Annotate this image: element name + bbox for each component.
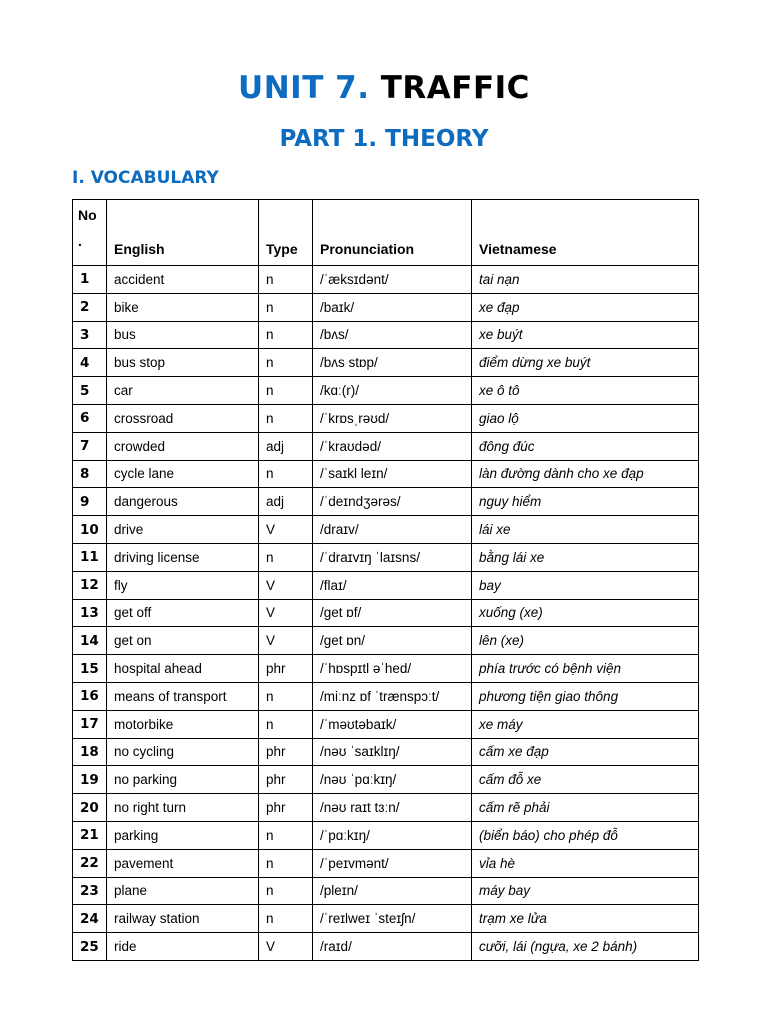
unit-name: TRAFFIC: [380, 70, 530, 106]
table-body: [73, 266, 699, 961]
table-row: [73, 794, 699, 822]
column-header-vietnamese: Vietnamese: [472, 200, 699, 266]
word-type: n: [259, 266, 313, 294]
pronunciation: /pleɪn/: [313, 877, 472, 905]
table-row: [73, 321, 699, 349]
pronunciation: /miːnz ɒf ˈtrænspɔːt/: [313, 682, 472, 710]
word-type: phr: [259, 655, 313, 683]
table-row: [73, 821, 699, 849]
pronunciation: /ˈdeɪndʒərəs/: [313, 488, 472, 516]
table-row: [73, 266, 699, 294]
table-row: [73, 516, 699, 544]
word-type: V: [259, 599, 313, 627]
english-word: means of transport: [107, 682, 259, 710]
row-number: 24: [73, 905, 107, 933]
pronunciation: /get ɒf/: [313, 599, 472, 627]
pronunciation: /ˈkrɒsˌrəʊd/: [313, 404, 472, 432]
pronunciation: /ˈpeɪvmənt/: [313, 849, 472, 877]
row-number: 10: [73, 516, 107, 544]
table-row: [73, 404, 699, 432]
row-number: 21: [73, 821, 107, 849]
word-type: V: [259, 627, 313, 655]
pronunciation: /get ɒn/: [313, 627, 472, 655]
word-type: phr: [259, 766, 313, 794]
table-row: [73, 766, 699, 794]
row-number: 5: [73, 377, 107, 405]
pronunciation: /flaɪ/: [313, 571, 472, 599]
pronunciation: /bʌs/: [313, 321, 472, 349]
vietnamese-meaning: xe ô tô: [472, 377, 699, 405]
english-word: no parking: [107, 766, 259, 794]
vietnamese-meaning: xuống (xe): [472, 599, 699, 627]
row-number: 12: [73, 571, 107, 599]
english-word: bus stop: [107, 349, 259, 377]
row-number: 9: [73, 488, 107, 516]
word-type: n: [259, 321, 313, 349]
english-word: get on: [107, 627, 259, 655]
vietnamese-meaning: bằng lái xe: [472, 543, 699, 571]
vietnamese-meaning: điểm dừng xe buýt: [472, 349, 699, 377]
word-type: n: [259, 821, 313, 849]
english-word: no cycling: [107, 738, 259, 766]
pronunciation: /kɑː(r)/: [313, 377, 472, 405]
word-type: n: [259, 377, 313, 405]
english-word: railway station: [107, 905, 259, 933]
vietnamese-meaning: xe buýt: [472, 321, 699, 349]
table-row: [73, 543, 699, 571]
word-type: n: [259, 710, 313, 738]
row-number: 6: [73, 404, 107, 432]
pronunciation: /baɪk/: [313, 293, 472, 321]
row-number: 22: [73, 849, 107, 877]
pronunciation: /ˈsaɪkl leɪn/: [313, 460, 472, 488]
word-type: n: [259, 849, 313, 877]
english-word: cycle lane: [107, 460, 259, 488]
vietnamese-meaning: xe máy: [472, 710, 699, 738]
table-row: [73, 738, 699, 766]
english-word: driving license: [107, 543, 259, 571]
row-number: 7: [73, 432, 107, 460]
english-word: pavement: [107, 849, 259, 877]
pronunciation: /bʌs stɒp/: [313, 349, 472, 377]
pronunciation: /raɪd/: [313, 933, 472, 961]
pronunciation: /nəʊ raɪt tɜːn/: [313, 794, 472, 822]
pronunciation: /ˈkraʊdəd/: [313, 432, 472, 460]
english-word: plane: [107, 877, 259, 905]
row-number: 17: [73, 710, 107, 738]
column-header-no: No .: [73, 200, 107, 266]
pronunciation: /nəʊ ˈpɑːkɪŋ/: [313, 766, 472, 794]
column-header-type: Type: [259, 200, 313, 266]
vietnamese-meaning: phía trước có bệnh viện: [472, 655, 699, 683]
row-number: 23: [73, 877, 107, 905]
vietnamese-meaning: vỉa hè: [472, 849, 699, 877]
word-type: n: [259, 349, 313, 377]
vietnamese-meaning: cấm xe đạp: [472, 738, 699, 766]
pronunciation: /ˈreɪlweɪ ˈsteɪʃn/: [313, 905, 472, 933]
vocabulary-table: [72, 199, 699, 961]
pronunciation: /ˈpɑːkɪŋ/: [313, 821, 472, 849]
row-number: 16: [73, 682, 107, 710]
row-number: 1: [73, 266, 107, 294]
pronunciation: /ˈməʊtəbaɪk/: [313, 710, 472, 738]
table-row: [73, 905, 699, 933]
word-type: n: [259, 877, 313, 905]
word-type: adj: [259, 488, 313, 516]
vietnamese-meaning: nguy hiểm: [472, 488, 699, 516]
english-word: crossroad: [107, 404, 259, 432]
pronunciation: /ˈhɒspɪtl əˈhed/: [313, 655, 472, 683]
vietnamese-meaning: (biển báo) cho phép đỗ: [472, 821, 699, 849]
table-row: [73, 627, 699, 655]
row-number: 3: [73, 321, 107, 349]
word-type: phr: [259, 738, 313, 766]
vietnamese-meaning: cấm rẽ phải: [472, 794, 699, 822]
english-word: dangerous: [107, 488, 259, 516]
unit-title: [0, 70, 768, 106]
table-row: [73, 682, 699, 710]
section-title: I. VOCABULARY: [72, 168, 219, 188]
english-word: hospital ahead: [107, 655, 259, 683]
row-number: 4: [73, 349, 107, 377]
english-word: ride: [107, 933, 259, 961]
table-row: [73, 349, 699, 377]
column-header-english: English: [107, 200, 259, 266]
vietnamese-meaning: lái xe: [472, 516, 699, 544]
table-row: [73, 877, 699, 905]
pronunciation: /ˈæksɪdənt/: [313, 266, 472, 294]
vietnamese-meaning: tai nạn: [472, 266, 699, 294]
table-row: [73, 849, 699, 877]
row-number: 14: [73, 627, 107, 655]
table-row: [73, 599, 699, 627]
unit-label: UNIT 7.: [238, 70, 370, 106]
vietnamese-meaning: máy bay: [472, 877, 699, 905]
word-type: phr: [259, 794, 313, 822]
row-number: 18: [73, 738, 107, 766]
english-word: motorbike: [107, 710, 259, 738]
word-type: n: [259, 293, 313, 321]
pronunciation: /draɪv/: [313, 516, 472, 544]
table-header-row: [73, 200, 699, 266]
vietnamese-meaning: cưỡi, lái (ngựa, xe 2 bánh): [472, 933, 699, 961]
row-number: 25: [73, 933, 107, 961]
table-row: [73, 933, 699, 961]
table-row: [73, 293, 699, 321]
row-number: 19: [73, 766, 107, 794]
vietnamese-meaning: giao lộ: [472, 404, 699, 432]
vietnamese-meaning: lên (xe): [472, 627, 699, 655]
word-type: V: [259, 933, 313, 961]
table-row: [73, 655, 699, 683]
vietnamese-meaning: trạm xe lửa: [472, 905, 699, 933]
word-type: n: [259, 905, 313, 933]
english-word: fly: [107, 571, 259, 599]
table-row: [73, 377, 699, 405]
english-word: get off: [107, 599, 259, 627]
row-number: 15: [73, 655, 107, 683]
word-type: adj: [259, 432, 313, 460]
row-number: 11: [73, 543, 107, 571]
word-type: V: [259, 571, 313, 599]
row-number: 8: [73, 460, 107, 488]
table-row: [73, 460, 699, 488]
column-header-pronunciation: Pronunciation: [313, 200, 472, 266]
table-row: [73, 488, 699, 516]
english-word: bus: [107, 321, 259, 349]
english-word: car: [107, 377, 259, 405]
vietnamese-meaning: đông đúc: [472, 432, 699, 460]
pronunciation: /ˈdraɪvɪŋ ˈlaɪsns/: [313, 543, 472, 571]
word-type: n: [259, 404, 313, 432]
row-number: 13: [73, 599, 107, 627]
vietnamese-meaning: cấm đỗ xe: [472, 766, 699, 794]
row-number: 2: [73, 293, 107, 321]
row-number: 20: [73, 794, 107, 822]
word-type: n: [259, 460, 313, 488]
table-row: [73, 432, 699, 460]
english-word: bike: [107, 293, 259, 321]
english-word: parking: [107, 821, 259, 849]
english-word: crowded: [107, 432, 259, 460]
table-row: [73, 571, 699, 599]
word-type: n: [259, 682, 313, 710]
vietnamese-meaning: làn đường dành cho xe đạp: [472, 460, 699, 488]
english-word: drive: [107, 516, 259, 544]
vietnamese-meaning: xe đạp: [472, 293, 699, 321]
word-type: n: [259, 543, 313, 571]
english-word: accident: [107, 266, 259, 294]
pronunciation: /nəʊ ˈsaɪklɪŋ/: [313, 738, 472, 766]
part-title: PART 1. THEORY: [279, 126, 489, 152]
vietnamese-meaning: phương tiện giao thông: [472, 682, 699, 710]
table-row: [73, 710, 699, 738]
vietnamese-meaning: bay: [472, 571, 699, 599]
word-type: V: [259, 516, 313, 544]
english-word: no right turn: [107, 794, 259, 822]
